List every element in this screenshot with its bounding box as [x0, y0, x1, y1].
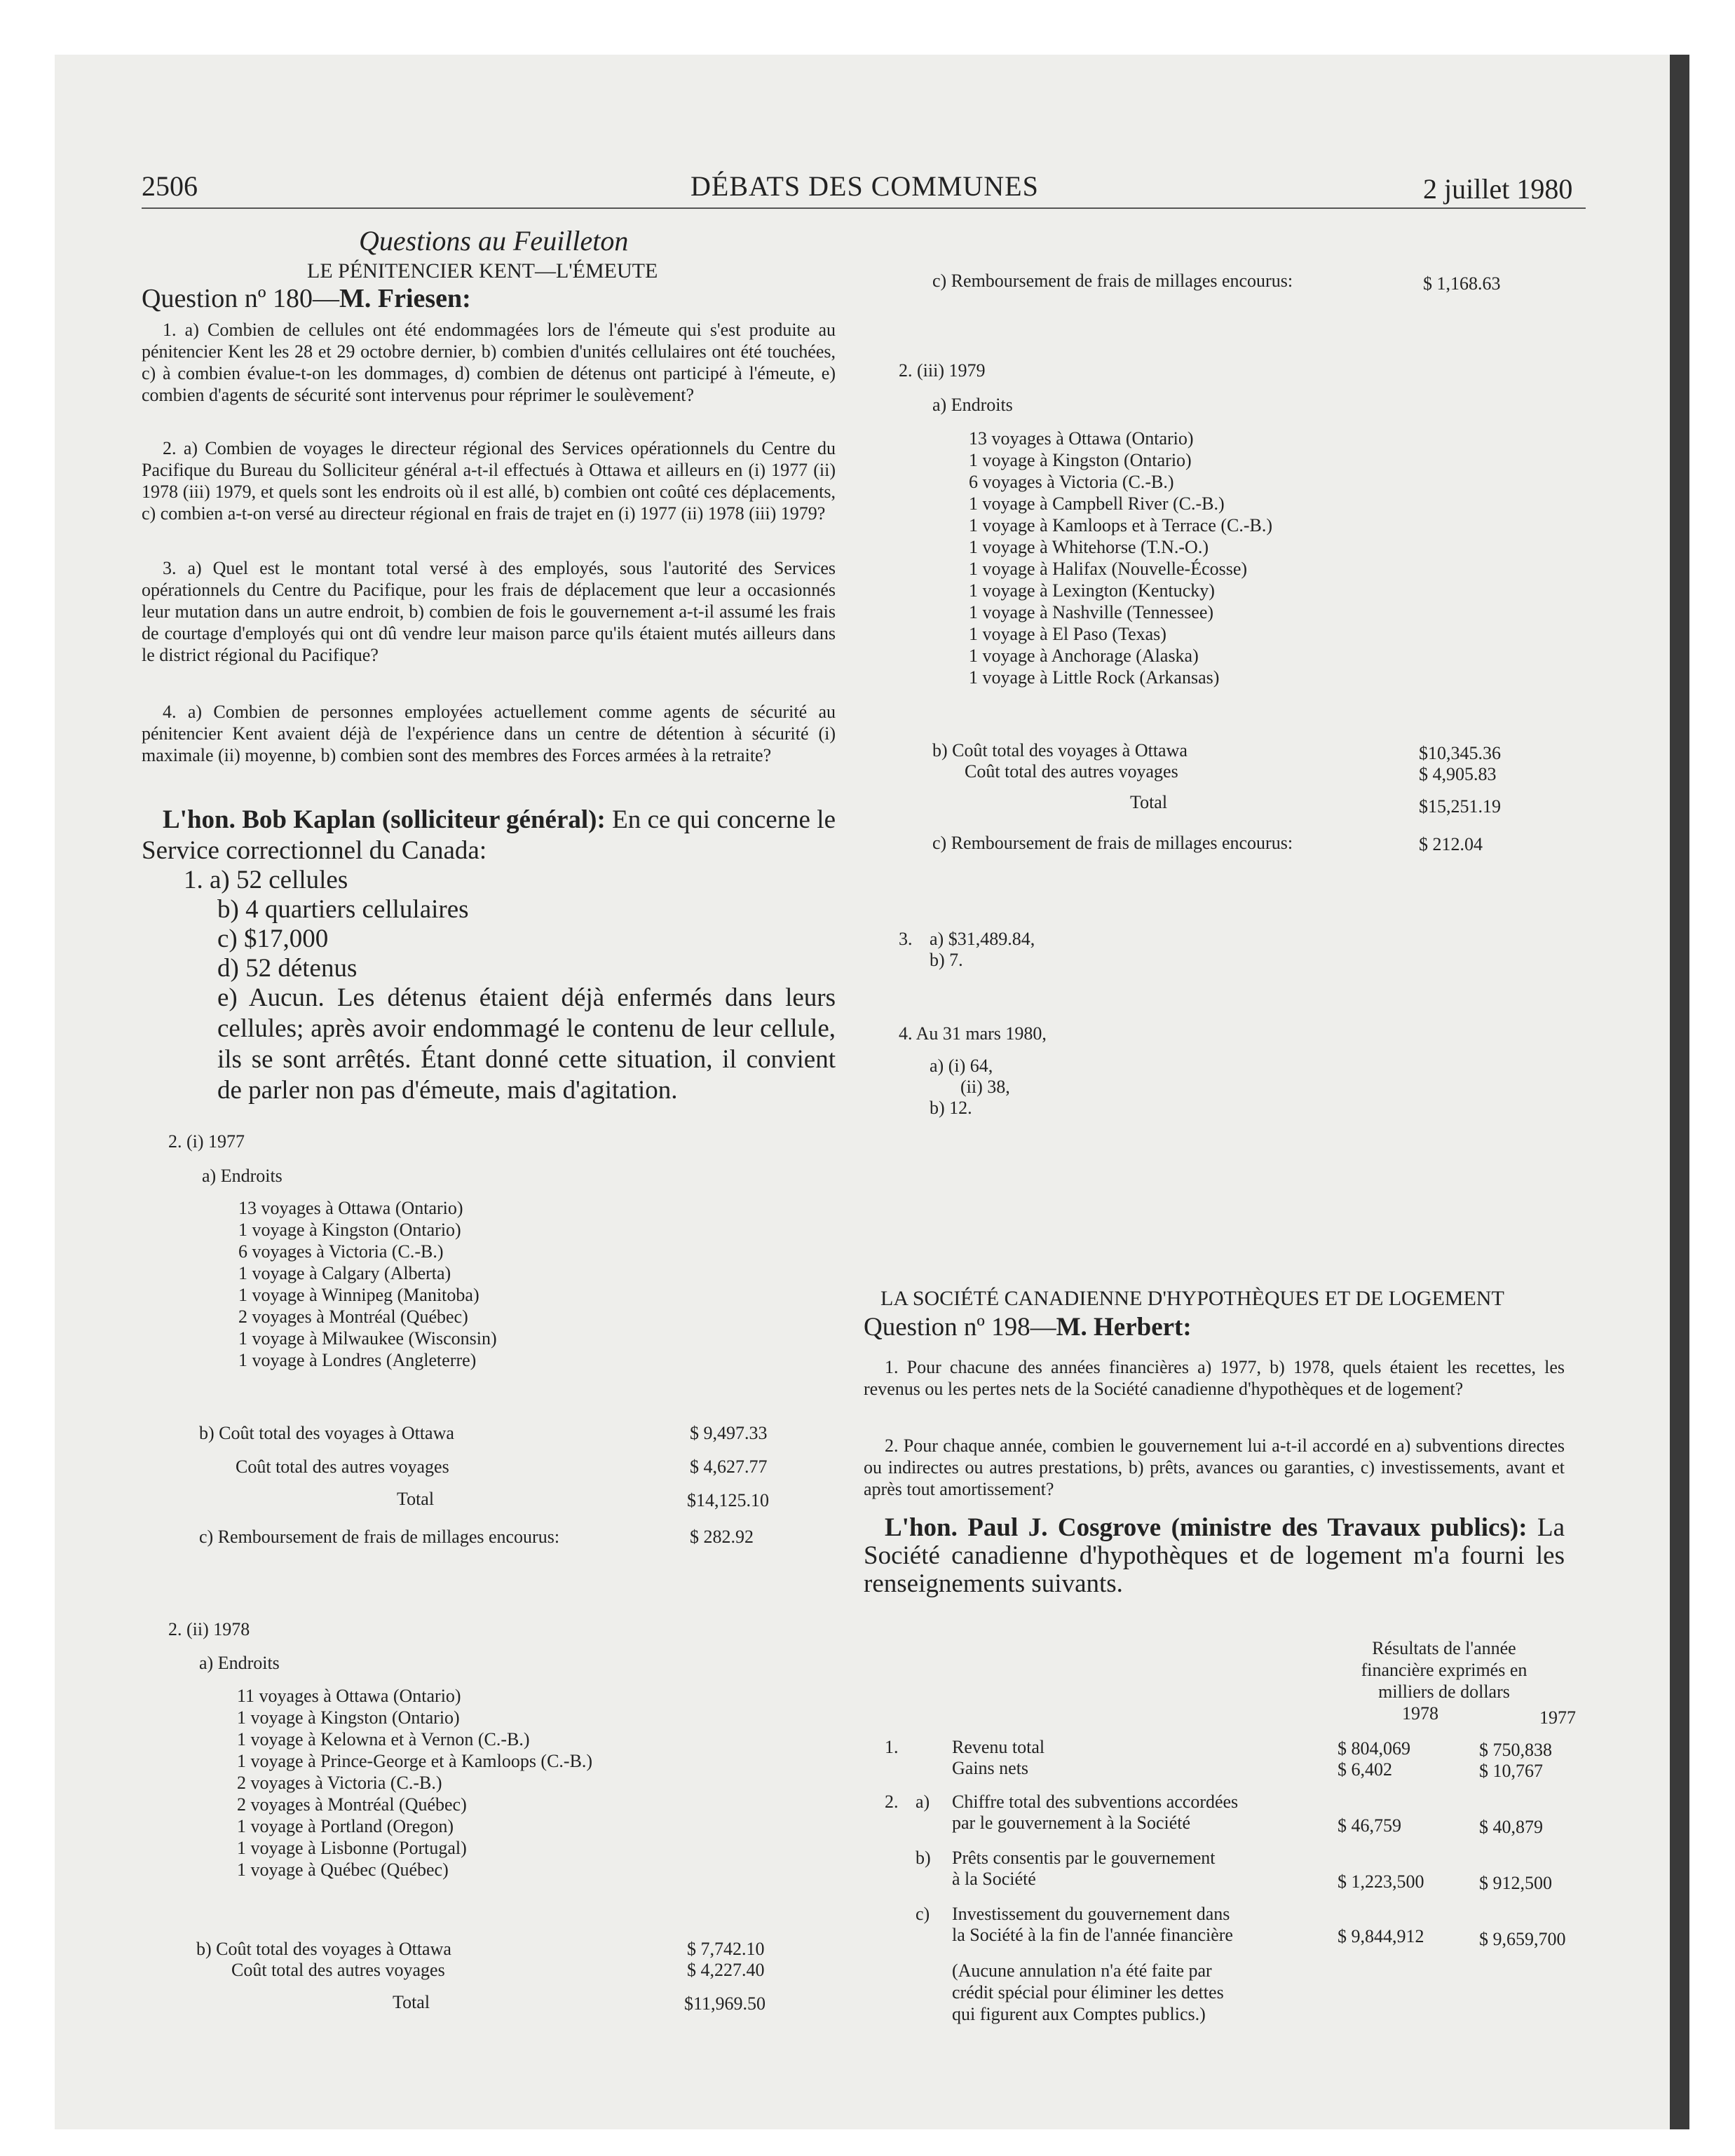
row-4-sub: b): [916, 1848, 931, 1868]
y1977-cost-ottawa-label: b) Coût total des voyages à Ottawa: [199, 1423, 454, 1443]
q198-label: Question nº 198—: [864, 1313, 1056, 1342]
place-item: 1 voyage à Lisbonne (Portugal): [237, 1838, 467, 1858]
y1977-cost-other-label: Coût total des autres voyages: [236, 1456, 449, 1477]
q198-member: M. Herbert:: [1056, 1313, 1192, 1342]
place-item: 6 voyages à Victoria (C.-B.): [969, 472, 1174, 492]
place-item: 1 voyage à Whitehorse (T.N.-O.): [969, 537, 1209, 557]
row-5-label: Investissement du gouvernement dans: [952, 1904, 1230, 1924]
q4-label: 4. Au 31 mars 1980,: [899, 1023, 1047, 1044]
y1977-mileage-label: c) Remboursement de frais de millages encourus:: [199, 1527, 560, 1547]
q180-heading: [142, 283, 471, 314]
section-title: Questions au Feuilleton: [359, 225, 629, 257]
y1978-endroits: a) Endroits: [199, 1653, 280, 1673]
answer-item-b: b) 4 quartiers cellulaires: [217, 895, 469, 924]
row-4-label: Prêts consentis par le gouvernement: [952, 1848, 1216, 1868]
y1977-endroits: a) Endroits: [202, 1166, 283, 1186]
y1979-total: $15,251.19: [1419, 796, 1501, 817]
table-heading: [1332, 1637, 1556, 1703]
table-note: [952, 1960, 1224, 2025]
row-4-1977: $ 912,500: [1479, 1873, 1552, 1893]
q180-para-3: 3. a) Quel est le montant total versé à des employés, sous l'autorité des Services opérationnels du Centre du Pacifique, pour les frais de déplacement que leur a occasionnés leur mutation dans un autre endroit, b) combien de fois le gouvernement a-t-il assumé les frais de courtage d'employés qui ont dû vendre leur maison parce qu'ils étaient mutés ailleurs dans le district régional du Pacifique?: [142, 558, 836, 665]
y1978-mileage: $ 1,168.63: [1423, 273, 1501, 294]
y1977-total-label: Total: [397, 1489, 435, 1509]
q180-para-4: 4. a) Combien de personnes employées actuellement comme agents de sécurité au pénitencier Kent avaient déjà de l'expérience dans un centre de détention à sécurité (i) maximale (ii) moyenne, b) combien sont des membres des Forces armées à la retraite?: [142, 702, 836, 765]
y1979-cost-other: $ 4,905.83: [1419, 764, 1497, 784]
place-item: 13 voyages à Ottawa (Ontario): [238, 1198, 463, 1218]
place-item: 1 voyage à Anchorage (Alaska): [969, 646, 1199, 666]
place-item: 1 voyage à Lexington (Kentucky): [969, 580, 1215, 601]
col-1977: 1977: [1539, 1707, 1576, 1728]
row-2-1978: $ 6,402: [1338, 1759, 1392, 1780]
place-item: 1 voyage à Kingston (Ontario): [238, 1220, 461, 1240]
place-item: 1 voyage à Portland (Oregon): [237, 1816, 454, 1836]
place-item: 1 voyage à Prince-George et à Kamloops (C.-B.): [237, 1751, 593, 1771]
y1979-mileage-label: c) Remboursement de frais de millages encourus:: [932, 833, 1293, 853]
q198-para-1: 1. Pour chacune des années financières a) 1977, b) 1978, quels étaient les recettes, les revenus ou les pertes nets de la Société canadienne d'hypothèques et de logement?: [864, 1357, 1565, 1399]
y1979-total-label: Total: [1130, 792, 1168, 812]
place-item: 1 voyage à Halifax (Nouvelle-Écosse): [969, 559, 1248, 579]
y1977-mileage: $ 282.92: [690, 1527, 754, 1547]
row-3-label: Chiffre total des subventions accordées: [952, 1792, 1239, 1812]
row-2-label: Gains nets: [952, 1758, 1029, 1778]
q180-para-1: 1. a) Combien de cellules ont été endommagées lors de l'émeute qui s'est produite au pénitencier Kent les 28 et 29 octobre dernier, b) combien d'unités cellulaires ont été touchées, c) à combien évalue-t-on les dommages, d) combien de détenus ont participé à l'émeute, e) combien d'agents de sécurité sont intervenus pour réprimer le soulèvement?: [142, 320, 836, 405]
row-5-1978: $ 9,844,912: [1338, 1926, 1424, 1946]
y1978-cost-ottawa-label: b) Coût total des voyages à Ottawa: [196, 1939, 451, 1959]
row-5-label-2: la Société à la fin de l'année financière: [952, 1925, 1233, 1945]
q198-para-2: 2. Pour chaque année, combien le gouvernement lui a-t-il accordé en a) subventions directes ou indirectes ou autres prestations, b) prêts, avances ou garanties, c) investissements, avant et après tout amortissement?: [864, 1435, 1565, 1499]
q198-heading: [864, 1312, 1192, 1342]
q3-a: a) $31,489.84,: [930, 929, 1035, 949]
y1977-cost-other: $ 4,627.77: [690, 1456, 768, 1477]
y1979-mileage: $ 212.04: [1419, 834, 1483, 854]
y1978-total-label: Total: [393, 1992, 430, 2012]
q198-title: LA SOCIÉTÉ CANADIENNE D'HYPOTHÈQUES ET DE LOGEMENT: [880, 1287, 1504, 1310]
place-item: 1 voyage à Milwaukee (Wisconsin): [238, 1328, 497, 1349]
y1979-head: 2. (iii) 1979: [899, 360, 986, 381]
note-line: (Aucune annulation n'a été faite par: [952, 1960, 1212, 1981]
col-1978: 1978: [1402, 1703, 1438, 1724]
row-1-1977: $ 750,838: [1479, 1740, 1552, 1760]
place-item: 1 voyage à Nashville (Tennessee): [969, 602, 1214, 622]
y1979-cost-other-label: Coût total des autres voyages: [965, 761, 1178, 782]
row-1-1978: $ 804,069: [1338, 1738, 1410, 1759]
y1978-total: $11,969.50: [684, 1993, 766, 2014]
q198-speaker: L'hon. Paul J. Cosgrove (ministre des Travaux publics):: [885, 1513, 1528, 1542]
y1978-cost-other: $ 4,227.40: [687, 1960, 765, 1980]
y1979-places: [969, 428, 1272, 688]
row-3-sub: a): [916, 1792, 930, 1812]
row-2-1977: $ 10,767: [1479, 1761, 1543, 1781]
q4-b: b) 12.: [930, 1098, 972, 1118]
q180-answer: [142, 805, 836, 866]
table-heading-line: financière exprimés en: [1361, 1660, 1528, 1680]
place-item: 11 voyages à Ottawa (Ontario): [237, 1686, 461, 1706]
y1978-cost-ottawa: $ 7,742.10: [687, 1939, 765, 1959]
page-number: 2506: [142, 170, 198, 202]
row-4-1978: $ 1,223,500: [1338, 1871, 1424, 1892]
place-item: 1 voyage à Londres (Angleterre): [238, 1350, 477, 1370]
answer-intro: En ce qui concerne le Service correctionnel du Canada:: [142, 805, 836, 865]
answer-item-a: 1. a) 52 cellules: [184, 866, 348, 894]
row-3-1978: $ 46,759: [1338, 1815, 1401, 1836]
place-item: 1 voyage à Little Rock (Arkansas): [969, 667, 1220, 688]
q180-title: LE PÉNITENCIER KENT—L'ÉMEUTE: [307, 259, 658, 282]
q180-para-2: 2. a) Combien de voyages le directeur régional des Services opérationnels du Centre du Pacifique du Bureau du Solliciteur général a-t-il effectués à Ottawa et ailleurs en (i) 1977 (ii) 1978 (iii) 1979, et quels sont les endroits où il est allé, b) combien ont coûté ces déplacements, c) combien a-t-on versé au directeur régional en frais de trajet en (i) 1977 (ii) 1978 (iii) 1979?: [142, 438, 836, 524]
table-heading-line: Résultats de l'année: [1372, 1638, 1516, 1658]
y1978-cost-other-label: Coût total des autres voyages: [231, 1960, 445, 1980]
place-item: 2 voyages à Montréal (Québec): [237, 1794, 467, 1815]
place-item: 2 voyages à Victoria (C.-B.): [237, 1773, 442, 1793]
place-item: 2 voyages à Montréal (Québec): [238, 1306, 468, 1327]
answer-item-c: c) $17,000: [217, 925, 329, 953]
y1977-cost-ottawa: $ 9,497.33: [690, 1423, 768, 1443]
q3-label: 3.: [899, 929, 913, 949]
row-1-num: 1.: [885, 1737, 899, 1757]
answer-speaker: L'hon. Bob Kaplan (solliciteur général):: [163, 805, 606, 834]
q198-answer: [864, 1514, 1565, 1598]
row-3-num: 2.: [885, 1792, 899, 1812]
q198-answer-text: La Société canadienne d'hypothèques et de logement m'a fourni les renseignements suivants.: [864, 1513, 1565, 1598]
q180-member: M. Friesen:: [339, 284, 471, 313]
row-3-1977: $ 40,879: [1479, 1817, 1543, 1837]
place-item: 1 voyage à Calgary (Alberta): [238, 1263, 451, 1283]
place-item: 1 voyage à Kingston (Ontario): [237, 1707, 460, 1728]
row-4-label-2: à la Société: [952, 1869, 1036, 1889]
q4-a2: (ii) 38,: [960, 1077, 1010, 1097]
answer-item-e: e) Aucun. Les détenus étaient déjà enfermés dans leurs cellules; après avoir endommagé le contenu de leur cellule, ils se sont arrêtés. Étant donné cette situation, il convient de parler non pas d'émeute, mais d'agitation.: [217, 983, 836, 1105]
y1977-total: $14,125.10: [687, 1490, 769, 1510]
header-rule: [142, 207, 1586, 209]
y1978-places: [237, 1685, 592, 1881]
row-1-label: Revenu total: [952, 1737, 1045, 1757]
place-item: 1 voyage à Kamloops et à Terrace (C.-B.): [969, 515, 1273, 535]
place-item: 6 voyages à Victoria (C.-B.): [238, 1241, 444, 1262]
y1979-cost-ottawa: $10,345.36: [1419, 743, 1501, 763]
row-3-label-2: par le gouvernement à la Société: [952, 1813, 1191, 1833]
page-date: 2 juillet 1980: [1423, 173, 1573, 205]
y1977-head: 2. (i) 1977: [168, 1131, 245, 1152]
y1979-cost-ottawa-label: b) Coût total des voyages à Ottawa: [932, 740, 1188, 760]
place-item: 1 voyage à El Paso (Texas): [969, 624, 1166, 644]
y1979-endroits: a) Endroits: [932, 395, 1013, 415]
place-item: 1 voyage à Québec (Québec): [237, 1860, 449, 1880]
note-line: crédit spécial pour éliminer les dettes: [952, 1982, 1224, 2003]
q4-a: a) (i) 64,: [930, 1056, 993, 1076]
note-line: qui figurent aux Comptes publics.): [952, 2004, 1206, 2024]
q180-label: Question nº 180—: [142, 284, 339, 313]
place-item: 1 voyage à Kelowna et à Vernon (C.-B.): [237, 1729, 530, 1749]
row-5-sub: c): [916, 1904, 930, 1924]
answer-item-d: d) 52 détenus: [217, 954, 358, 983]
scan-edge-bar: [1670, 55, 1689, 2129]
place-item: 13 voyages à Ottawa (Ontario): [969, 428, 1194, 449]
place-item: 1 voyage à Campbell River (C.-B.): [969, 493, 1225, 514]
y1977-places: [238, 1197, 497, 1371]
place-item: 1 voyage à Winnipeg (Manitoba): [238, 1285, 479, 1305]
table-heading-line: milliers de dollars: [1378, 1681, 1510, 1702]
place-item: 1 voyage à Kingston (Ontario): [969, 450, 1192, 470]
row-5-1977: $ 9,659,700: [1479, 1929, 1566, 1949]
q3-b: b) 7.: [930, 950, 963, 970]
y1978-head: 2. (ii) 1978: [168, 1619, 250, 1639]
journal-title: DÉBATS DES COMMUNES: [690, 170, 1039, 202]
y1978-mileage-label: c) Remboursement de frais de millages encourus:: [932, 271, 1293, 291]
